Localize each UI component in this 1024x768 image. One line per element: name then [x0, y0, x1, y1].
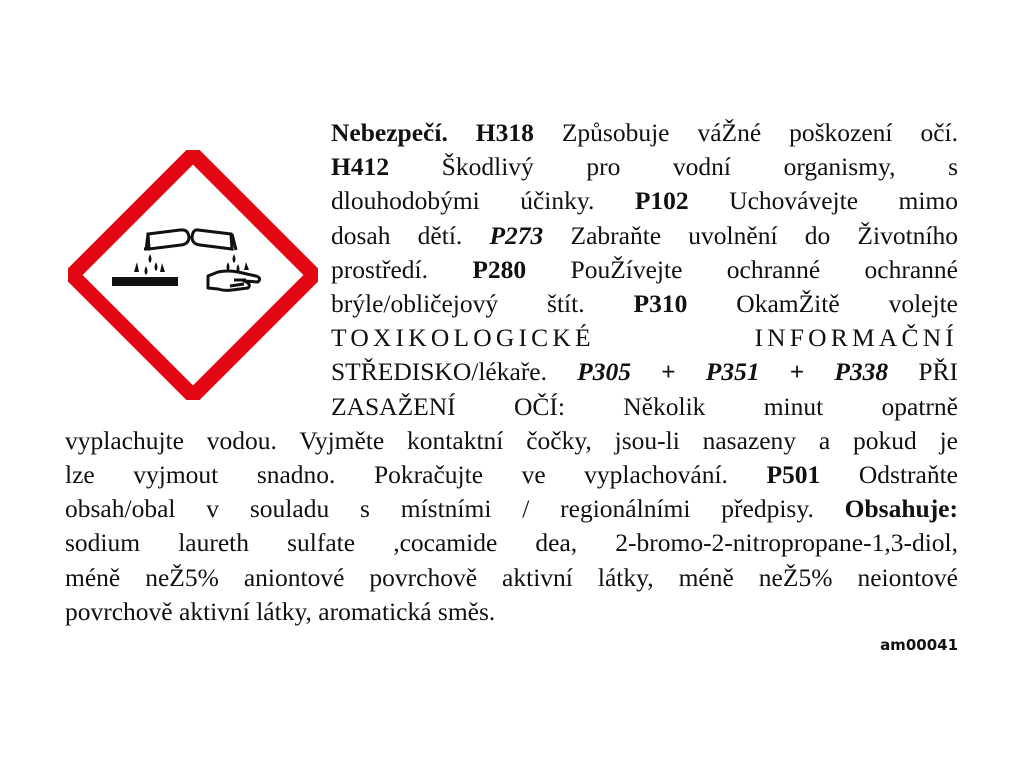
text-line	[331, 287, 958, 320]
statement-code: H412	[331, 152, 390, 182]
text-line	[65, 561, 958, 594]
statement-text: sodium laureth sulfate ,cocamide dea, 2-bromo-2-nitropropane-1,3-diol,	[65, 528, 958, 558]
statement-text: lze vyjmout snadno. Pokračujte ve vyplachování.	[65, 460, 767, 489]
statement-code: P102	[634, 186, 689, 216]
statement-code: Obsahuje:	[844, 494, 958, 524]
statement-text: Způsobuje váŽné poškození očí.	[533, 118, 958, 147]
statement-text: brýle/obličejový štít.	[331, 289, 634, 318]
text-line	[65, 526, 958, 559]
statement-code: P338	[834, 357, 889, 387]
text-line	[331, 390, 958, 423]
text-line	[331, 150, 958, 183]
statement-text: povrchově aktivní látky, aromatická směs.	[65, 596, 496, 626]
text-line	[65, 595, 958, 628]
hazard-diamond-border	[72, 154, 314, 396]
statement-code: +	[630, 357, 706, 387]
text-line	[331, 321, 958, 354]
statement-text: Uchovávejte mimo	[688, 186, 958, 216]
statement-code: Nebezpečí. H318	[331, 118, 534, 147]
text-line	[331, 355, 958, 388]
corrosion-icon	[68, 150, 318, 400]
statement-text: Zabraňte uvolnění do Životního	[543, 220, 958, 250]
statement-text: vyplachujte vodou. Vyjměte kontaktní čočky, jsou-li nasazeny a pokud je	[65, 425, 958, 455]
statement-text: ZASAŽENÍ OČÍ: Několik minut opatrně	[331, 391, 958, 421]
statement-code: P501	[766, 460, 821, 489]
statement-text: Škodlivý pro vodní organismy, s	[389, 152, 958, 182]
text-line	[331, 116, 958, 149]
statement-text: dlouhodobými účinky.	[331, 186, 635, 216]
corroded-surface	[112, 277, 178, 286]
statement-code: P351	[705, 357, 760, 387]
statement-code: P310	[633, 289, 688, 318]
statement-code: P280	[472, 254, 527, 284]
statement-code: +	[759, 357, 835, 387]
statement-text: prostředí.	[331, 254, 473, 284]
statement-code: P305	[577, 357, 631, 387]
text-line	[65, 492, 958, 525]
statement-text: Odstraňte	[820, 460, 958, 489]
text-line	[65, 458, 958, 491]
text-line	[331, 184, 958, 217]
text-line	[331, 253, 958, 286]
statement-text: TOXIKOLOGICKÉ INFORMAČNÍ	[331, 323, 958, 353]
product-code: am00041	[880, 636, 958, 654]
ghs-corrosion-pictogram	[68, 150, 318, 400]
statement-text: obsah/obal v souladu s místními / regionálními předpisy.	[65, 494, 845, 524]
text-line	[65, 424, 958, 457]
statement-text: méně neŽ5% aniontové povrchově aktivní látky, méně neŽ5% neiontové	[65, 562, 958, 592]
text-line	[331, 219, 958, 252]
statement-text: dosah dětí.	[331, 220, 490, 250]
statement-text: OkamŽitě volejte	[687, 289, 958, 318]
statement-text: PŘI	[888, 357, 958, 387]
statement-text: STŘEDISKO/lékaře.	[331, 357, 578, 387]
statement-code: P273	[489, 220, 544, 250]
statement-text: PouŽívejte ochranné ochranné	[526, 254, 958, 284]
